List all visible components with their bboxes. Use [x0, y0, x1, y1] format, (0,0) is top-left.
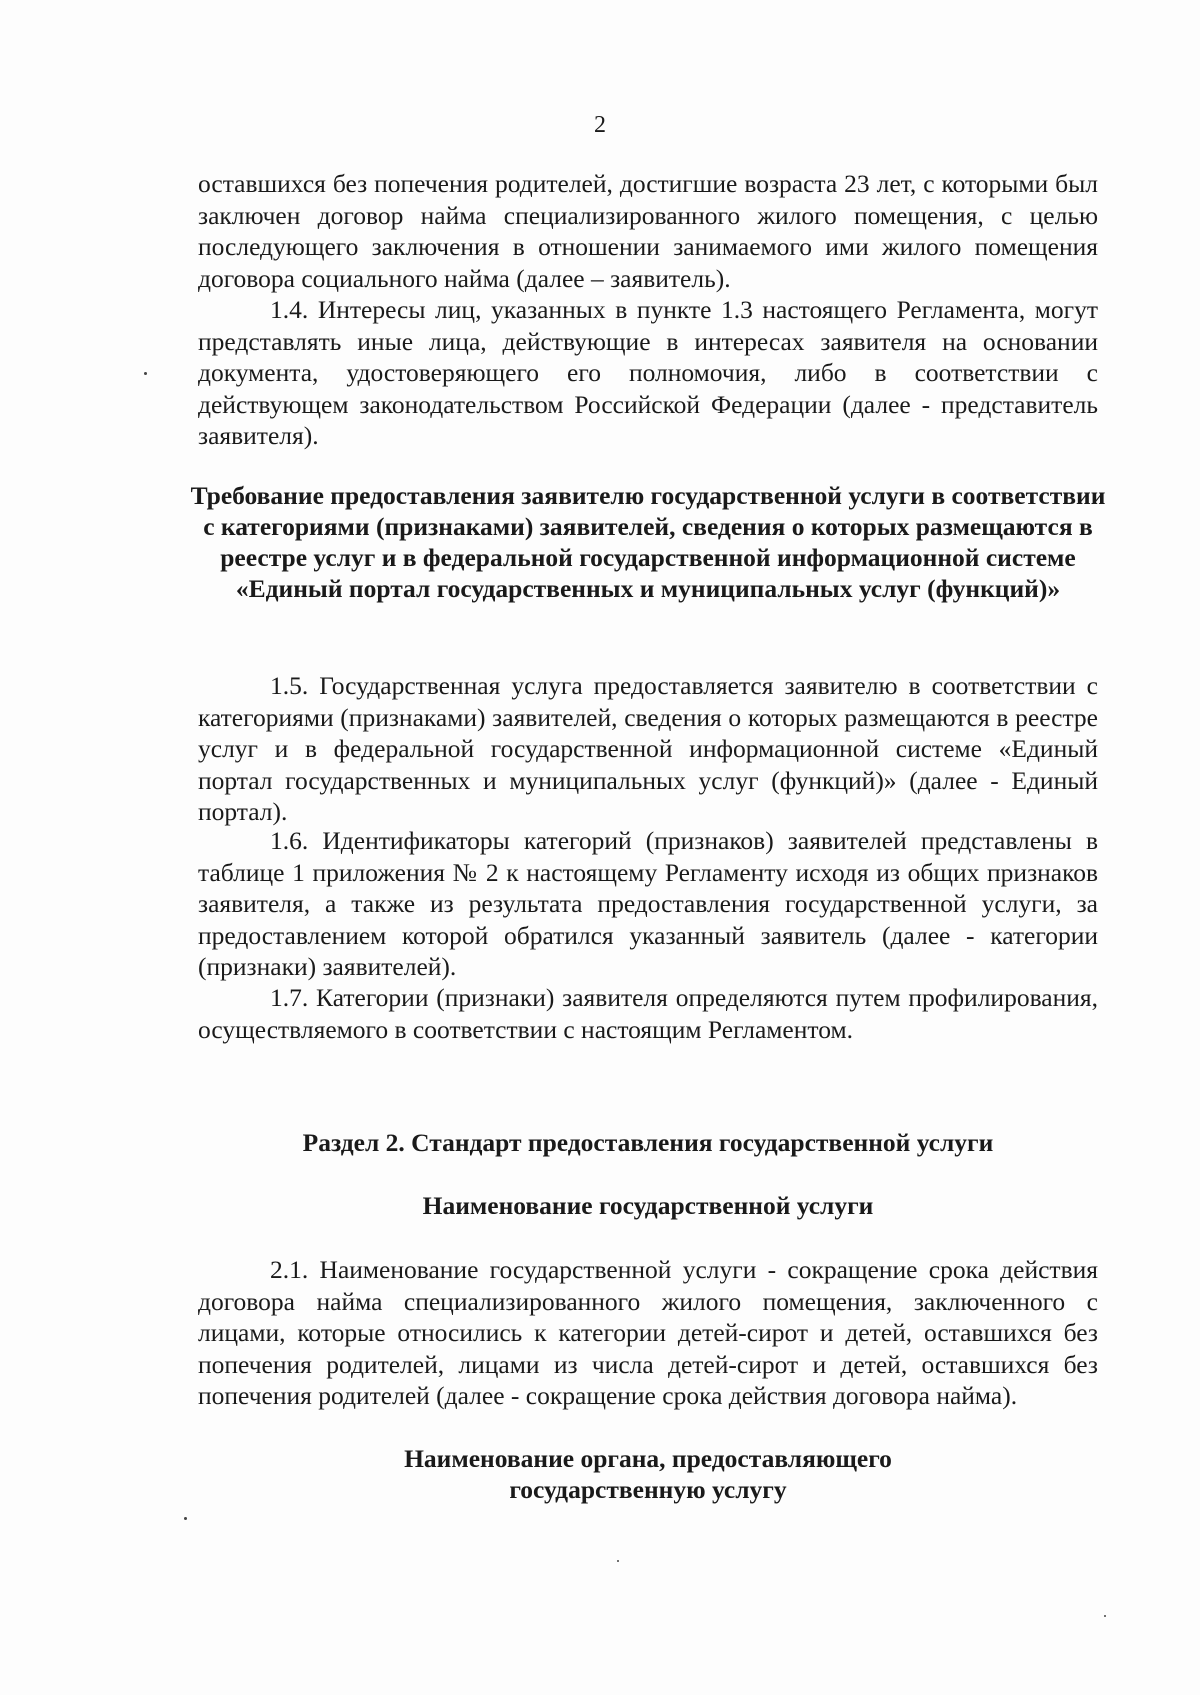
paragraph-continuation: оставшихся без попечения родителей, достигшие возраста 23 лет, с которыми был заключен договор найма специализированного жилого помещения, с целью последующего заключения в отношении занимаемого ими жилого помещения договора социального найма (далее – заявитель).	[198, 169, 1098, 293]
heading-authority	[190, 1443, 1106, 1505]
scan-speck	[184, 1517, 187, 1520]
scan-speck	[617, 1560, 619, 1562]
heading-section-2: Раздел 2. Стандарт предоставления государственной услуги	[302, 1128, 994, 1157]
paragraph-2-1: 2.1. Наименование государственной услуги - сокращение срока действия договора найма специализированного жилого помещения, заключенного с лицами, которые относились к категории детей-сирот и детей, оставшихся без попечения родителей, лицами из числа детей-сирот и детей, оставшихся без попечения родителей (далее - сокращение срока действия договора найма).	[198, 1255, 1098, 1410]
paragraph-1-4: 1.4. Интересы лиц, указанных в пункте 1.3 настоящего Регламента, могут представлять иные лица, действующие в интересах заявителя на основании документа, удостоверяющего его полномочия, либо в соответствии с действующем законодательством Российской Федерации (далее - представитель заявителя).	[198, 295, 1098, 450]
heading-authority-line2: государственную услугу	[509, 1475, 787, 1504]
paragraph-1-7: 1.7. Категории (признаки) заявителя определяются путем профилирования, осуществляемого в соответствии с настоящим Регламентом.	[198, 983, 1098, 1044]
heading-authority-line1: Наименование органа, предоставляющего	[404, 1444, 892, 1473]
page-number: 2	[594, 112, 606, 138]
scan-speck	[1104, 1615, 1106, 1617]
scan-speck	[144, 372, 147, 375]
paragraph-1-5: 1.5. Государственная услуга предоставляется заявителю в соответствии с категориями (признаками) заявителей, сведения о которых размещаются в реестре услуг и в федеральной государственной информационной системе «Единый портал государственных и муниципальных услуг (функций)» (далее - Единый портал).	[198, 671, 1098, 826]
heading-service-name: Наименование государственной услуги	[422, 1191, 874, 1220]
paragraph-1-6: 1.6. Идентификаторы категорий (признаков) заявителей представлены в таблице 1 приложения № 2 к настоящему Регламенту исходя из общих признаков заявителя, а также из результата предоставления государственной услуги, за предоставлением которой обратился указанный заявитель (далее - категории (признаки) заявителей).	[198, 826, 1098, 981]
heading-requirement: Требование предоставления заявителю государственной услуги в соответствии с категориями (признаками) заявителей, сведения о которых размещаются в реестре услуг и в федеральной государственной информационной системе «Единый портал государственных и муниципальных услуг (функций)»	[190, 481, 1106, 603]
